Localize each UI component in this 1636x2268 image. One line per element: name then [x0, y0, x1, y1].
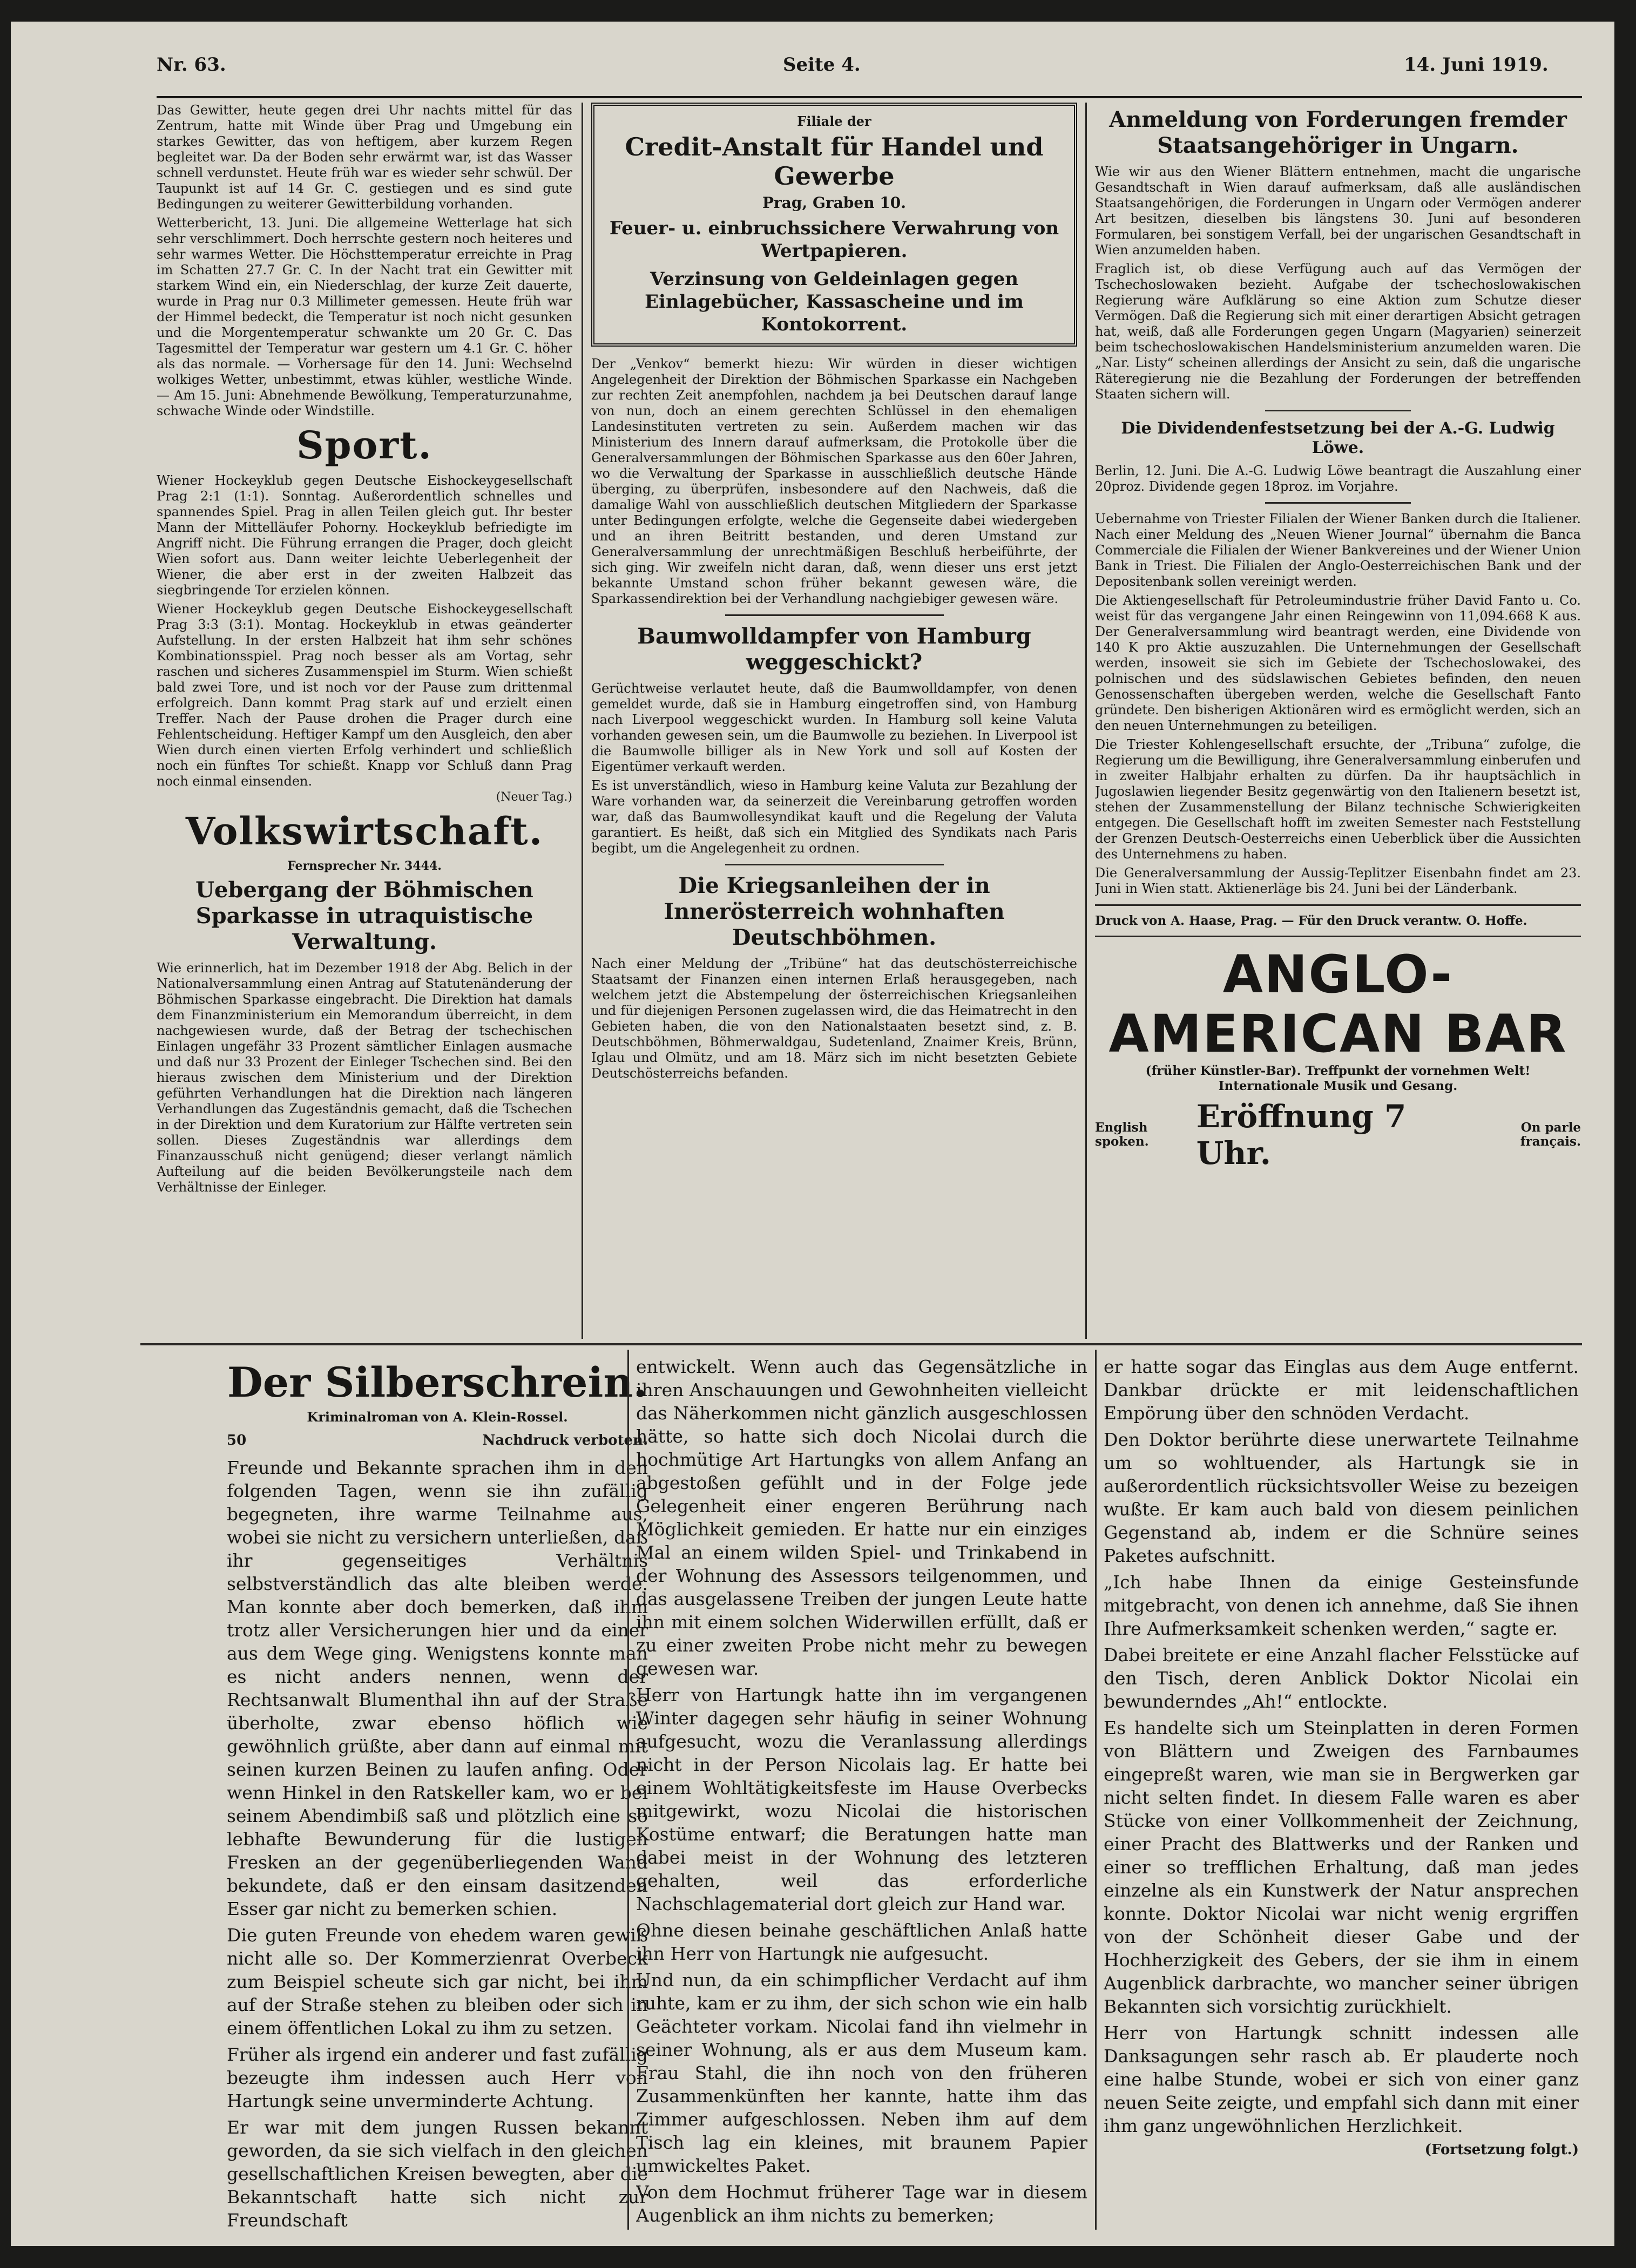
claims-text-2: Fraglich ist, ob diese Verfügung auch auf das Vermögen der Tschechoslowaken bezieht. Aufgabe der tschechoslowakischen Regierung wäre Aufklärung so eine Aktion zum Schutze dieser Vermögen. Daß die Regierung sich mit einer derartigen Absicht getragen hat, weiß, daß alle Forderungen gegen Ungarn (Magyarien) seinerzeit beim tschechoslowakischen Handelsministerium anzumelden waren. Die „Nar. Listy“ scheinen allerdings der Ansicht zu sein, daß die ungarische Räteregierung nie die Bezahlung der Forderungen der betreffenden Staaten sichern will.	[1095, 261, 1581, 402]
novel-byline: Kriminalroman von A. Klein-Rossel.	[307, 1409, 568, 1425]
novel-text: Und nun, da ein schimpflicher Verdacht auf ihm ruhte, kam er zu ihm, der sich schon wie ein halb Geächteter vorkam. Nicolai fand ihn vielmehr in seiner Wohnung, als er aus dem Museum kam. Frau Stahl, die ihn noch von den früheren Zusammenkünften her kannte, hatte ihm das Zimmer aufgeschlossen. Neben ihm auf dem Tisch lag ein kleines, mit braunem Papier umwickeltes Paket.	[636, 1969, 1087, 2176]
novel-column-1	[227, 1355, 648, 2230]
war-loans-headline: Die Kriegsanleihen der in Innerösterreich wohnhaften Deutschböhmen.	[664, 873, 1005, 950]
dividend-text: Berlin, 12. Juni. Die A.-G. Ludwig Löwe beantragt die Auszahlung einer 20proz. Dividende gegen 18proz. im Vorjahre.	[1095, 463, 1581, 494]
trieste-text-4: Die Generalversammlung der Aussig-Teplitzer Eisenbahn findet am 23. Juni in Wien statt. Aktienerläge bis 24. Juni bei der Länderbank.	[1095, 865, 1581, 896]
novel-text: Den Doktor berührte diese unerwartete Teilnahme um so wohltuender, als Hartungk sie in außerordentlich rücksichtsvoller Weise zu bezeigen wußte. Er kam auch bald von diesem peinlichen Gegenstand ab, indem er die Schnüre seines Paketes aufschnitt.	[1104, 1429, 1579, 1566]
cotton-headline: Baumwolldampfer von Hamburg weggeschickt?	[637, 624, 1031, 675]
novel-text: Herr von Hartungk schnitt indessen alle Danksagungen sehr rasch ab. Er plauderte noch eine halbe Stunde, wobei er sich von einer ganz neuen Seite zeigte, und empfahl sich dann mit einer ihm ganz ungewöhnlichen Herzlichkeit.	[1104, 2022, 1579, 2136]
cotton-text-1: Gerüchtweise verlautet heute, daß die Baumwolldampfer, von denen gemeldet wurde, daß sie in Hamburg eingetroffen sind, von Hamburg nach Liverpool weggeschickt wurden. In Hamburg soll keine Valuta vorhanden gewesen sein, um die Baumwolle zu beziehen. In Liverpool ist die Baumwolle billiger als in New York und soll auf Kosten der Eigentümer verkauft werden.	[591, 681, 1077, 774]
bar-ad-title: ANGLO-AMERICAN BAR	[1108, 944, 1567, 1064]
issue-number: Nr. 63.	[157, 54, 226, 76]
dividend-headline: Die Dividendenfestsetzung bei der A.-G. Ludwig Löwe.	[1121, 419, 1555, 457]
weather-text-2: Wetterbericht, 13. Juni. Die allgemeine Wetterlage hat sich sehr verschlimmert. Doch herrschte gestern noch heiteres und sehr warmes Wetter. Die Höchsttemperatur erreichte in Prag im Schatten 27.7 Gr. C. In der Nacht trat ein Gewitter mit starkem Wind ein, ein Niederschlag, der kurze Zeit dauerte, wurde in Prag nur 0.3 Millimeter gemessen. Heute früh war der Himmel bedeckt, die Temperatur ist noch nicht gesunken und die Morgentemperatur schwankte um 20 Gr. C. Das Tagesmittel der Temperatur war gestern um 4.1 Gr. C. höher als das normale. — Vorhersage für den 14. Juni: Wechselnd wolkiges Wetter, unbestimmt, etwas kühler, westliche Winde. — Am 15. Juni: Abnehmende Bewölkung, Temperaturzunahme, schwache Winde oder Windstille.	[157, 215, 572, 418]
novel-text: Die guten Freunde von ehedem waren gewiß nicht alle so. Der Kommerzienrat Overbeck zum Beispiel scheute sich gar nicht, bei ihm auf der Straße stehen zu bleiben oder sich in einem öffentlichen Lokal zu ihm zu setzen.	[227, 1925, 648, 2039]
war-loans-text: Nach einer Meldung der „Tribüne“ hat das deutschösterreichische Staatsamt der Finanzen einen internen Erlaß herausgegeben, nach welchem jetzt die Abstempelung der österreichischen Kriegsanleihen und für diejenigen Personen zugelassen wird, die das Heimatrecht in den Gebieten haben, die von den Nationalstaaten besetzt sind, z. B. Deutschböhmen, Böhmerwaldgau, Sudetenland, Znaimer Kreis, Brünn, Iglau und Olmütz, und am 18. März sich im nicht besetzten Gebiete Deutschösterreichs befanden.	[591, 956, 1077, 1081]
novel-text: Herr von Hartungk hatte ihn im vergangenen Winter dagegen sehr häufig in seiner Wohnung aufgesucht, wozu die Veranlassung allerdings nicht in der Person Nicolais lag. Er hatte bei einem Wohltätigkeitsfeste im Hause Overbecks mitgewirkt, wozu Nicolai die historischen Kostüme entwarf; die Beratungen hatte man dabei meist in der Wohnung des letzteren gehalten, weil das erforderliche Nachschlagematerial dort gleich zur Hand war.	[636, 1684, 1087, 1914]
bar-ad-row	[1095, 1098, 1581, 1172]
claims-headline: Anmeldung von Forderungen fremder Staatsangehöriger in Ungarn.	[1109, 107, 1567, 158]
novel-column-3	[1104, 1355, 1579, 2230]
bar-ad-opening: Eröffnung 7 Uhr.	[1196, 1098, 1407, 1172]
novel-meta-row	[227, 1432, 648, 1448]
column-top-left	[157, 103, 572, 1339]
bar-ad-english: English spoken.	[1095, 1120, 1149, 1149]
novel-text: „Ich habe Ihnen da einige Gesteinsfunde mitgebracht, von denen ich annehme, daß Sie ihnen Ihre Aufmerksamkeit schenken werden,“ sagte er.	[1104, 1572, 1579, 1639]
novel-divider-1	[627, 1350, 629, 2230]
novel-text: Freunde und Bekannte sprachen ihm in den folgenden Tagen, wenn sie ihn zufällig begegneten, ihre warme Teilnahme aus, wobei sie nicht zu versichern unterließen, daß ihr gegenseitiges Verhältnis selbstverständlich das alte bleiben werde. Man konnte aber doch bemerken, daß ihm trotz aller Versicherungen hier und da einer aus dem Wege ging. Wenigstens konnte man es nicht anders nennen, wenn der Rechtsanwalt Blumenthal ihn auf der Straße überholte, zwar ebenso höflich wie gewöhnlich grüßte, aber dann auf einmal mit seinen kurzen Beinen zu laufen anfing. Oder wenn Hinkel in den Ratskeller kam, wo er bei seinem Abendimbiß saß und plötzlich eine so lebhafte Bewunderung für die lustigen Fresken an der gegenüberliegenden Wand bekundete, daß er den einsam dasitzenden Esser gar nicht zu bemerken schien.	[227, 1457, 648, 1919]
novel-text: Früher als irgend ein anderer und fast zufällig bezeugte ihm indessen auch Herr von Hartungk seine unverminderte Achtung.	[227, 2044, 648, 2111]
header-rule	[157, 96, 1582, 98]
novel-text: Dabei breitete er eine Anzahl flacher Felsstücke auf den Tisch, deren Anblick Doktor Nicolai ein bewunderndes „Ah!“ entlockte.	[1104, 1644, 1579, 1712]
bank-ad-title: Credit-Anstalt für Handel und Gewerbe	[625, 132, 1044, 191]
novel-text: Es handelte sich um Steinplatten in deren Formen von Blättern und Zweigen des Farnbaumes eingepreßt waren, wie man sie in Bergwerken gar nicht selten findet. In diesem Falle waren es aber Stücke von einer Vollkommenheit der Zeichnung, einer Pracht des Blattwerks und der Ranken und einer so trefflichen Erhaltung, daß man jedes einzelne als ein Kunstwerk der Natur ansprechen konnte. Doktor Nicolai war nicht wenig ergriffen von der Schönheit dieser Gabe und der Hochherzigkeit des Gebers, der sie ihm in einem Augenblick darbrachte, wo mancher seiner übrigen Bekannten sich vorsichtig zurückhielt.	[1104, 1717, 1579, 2017]
sport-heading: Sport.	[296, 423, 432, 468]
novel-text: Ohne diesen beinahe geschäftlichen Anlaß hatte ihn Herr von Hartungk nie aufgesucht.	[636, 1920, 1087, 1964]
novel-text: Von dem Hochmut früherer Tage war in diesem Augenblick an ihm nichts zu bemerken;	[636, 2182, 1087, 2226]
sport-source: (Neuer Tag.)	[496, 790, 572, 804]
sport-text-2: Wiener Hockeyklub gegen Deutsche Eishockeygesellschaft Prag 3:3 (3:1). Montag. Hockeyklub in etwas geänderter Aufstellung. In der ersten Halbzeit hat ihm sehr schönes Kombinationsspiel. Prag noch besser als am Vortag, sehr raschen und sicheres Zusammenspiel im Sturm. Wien schießt bald zwei Tore, und ist noch vor der Pause zum drittenmal erfolgreich. Dann kommt Prag stark auf und erzielt einen Treffer. Nach der Pause drohen die Prager durch eine Fehlentscheidung. Heftiger Kampf um den Ausgleich, den aber Wien durch einen vierten Erfolg verhindert und schließlich noch ein fünftes Tor schießt. Knapp vor Schluß dann Prag noch einmal einsenden.	[157, 601, 572, 789]
bank-ad-address: Prag, Graben 10.	[762, 194, 907, 212]
sparkasse-text: Wie erinnerlich, hat im Dezember 1918 der Abg. Belich in der Nationalversammlung einen Antrag auf Statutenänderung der Böhmischen Sparkasse eingebracht. Die Direktion hat damals dem Finanzministerium ein Memorandum überreicht, in dem nachgewiesen wurde, daß der Betrag der tschechischen Einlagen ungefähr 33 Prozent sämtlicher Einlagen ausmache und daß nur 33 Prozent der Einleger Tschechen sind. Bei den hieraus zwischen dem Ministerium und der Direktion geführten Verhandlungen hat die Direktion nach längeren Verhandlungen das Zugeständnis gemacht, daß die Tschechen in der Direktion und dem Kuratorium zur Hälfte vertreten sein sollen. Dieses Zugeständnis war allerdings dem Finanzausschuß nicht genügend; dieser verlangt nämlich Aufteilung auf die beiden Bevölkerungsteile nach dem Verhältnisse der Einleger.	[157, 960, 572, 1195]
bar-ad-french: On parle français.	[1520, 1120, 1581, 1149]
venkov-comment: Der „Venkov“ bemerkt hiezu: Wir würden in dieser wichtigen Angelegenheit der Direktion der Böhmischen Sparkasse ein Nachgeben zur rechten Zeit anempfohlen, nachdem ja bei Deutschen darauf lange von nun, doch an einem gerechten Schlüssel in den ehemaligen Landesinstituten vertreten zu sein. Außerdem machen wir das Ministerium des Innern darauf aufmerksam, die Protokolle über die Generalversammlungen der Böhmischen Sparkasse aus den 60er Jahren, wo die Verwaltung der Sparkasse in ausschließlich deutsche Hände überging, zu überprüfen, insbesondere auf den Nachweis, daß die damalige Wahl von ausschließlich deutschen Mitgliedern der Sparkasse unter Bedingungen erfolgte, welche die Gegenseite dabei wiedergeben und an ihren Beitritt bestanden, und deren Umstand zur Generalversammlung der unrechtmäßigen Beschluß herbeiführte, der sich ging. Wir zweifeln nicht daran, daß, wenn dieser uns erst jetzt bekannte Umstand schon früher bekannt gewesen wäre, die Sparkassendirektion bei der Verhandlung nachgiebiger gewesen wäre.	[591, 356, 1077, 606]
trieste-text-3: Die Triester Kohlengesellschaft ersuchte, der „Tribuna“ zufolge, die Regierung um die Bewilligung, ihre Generalversammlung einberufen und in zweiter Halbjahr erhalten zu dürfen. Da ihr hauptsächlich in Jugoslawien liegender Besitz gegenwärtig von den Italienern besetzt ist, stehen der Zusammenstellung der Bilanz technische Schwierigkeiten entgegen. Die Gesellschaft hofft im zweiten Semester nach Feststellung der Grenzen Deutsch-Oesterreichs einen Ueberblick über die Aussichten des Unternehmens zu haben.	[1095, 737, 1581, 862]
trieste-text-2: Die Aktiengesellschaft für Petroleumindustrie früher David Fanto u. Co. weist für das vergangene Jahr einen Reingewinn von 11,094.668 K aus. Der Generalversammlung wird beantragt werden, eine Dividende von 140 K pro Aktie auszuzahlen. Die Unternehmungen der Gesellschaft werden, insoweit sie sich im Gebiete der Tschechoslowakei, des polnischen und des südslawischen Gebietes befinden, den neuen Genossenschaften übergeben werden, welche die Gesellschaft Fanto gründete. Den bisherigen Aktionären wird es ermöglicht werden, sich an den neuen Unternehmungen zu beteiligen.	[1095, 593, 1581, 733]
bank-ad-small: Filiale der	[797, 113, 871, 129]
sport-text-1: Wiener Hockeyklub gegen Deutsche Eishockeygesellschaft Prag 2:1 (1:1). Sonntag. Außerordentlich schnelles und spannendes Spiel. Prag in allen Teilen gleich gut. Ihr bester Mann der Mittelläufer Pohorny. Hockeyklub befriedigte im Angriff nicht. Die Führung errangen die Prager, doch gleicht Wien sofort aus. Dann weiter leichte Ueberlegenheit der Wiener, die aber erst in der zweiten Halbzeit das siegbringende Tor erzielen können.	[157, 473, 572, 598]
section-divider	[1265, 502, 1411, 504]
issue-date: 14. Juni 1919.	[1404, 54, 1549, 76]
economy-heading: Volkswirtschaft.	[185, 809, 544, 854]
novel-column-2	[636, 1355, 1087, 2230]
cotton-text-2: Es ist unverständlich, wieso in Hamburg keine Valuta zur Bezahlung der Ware vorhanden war, da seinerzeit die Vereinbarung getroffen worden war, daß das Baumwollesyndikat kauft und die Regelung der Valuta garantiert. Es heißt, daß sich ein Mitglied des Syndikats nach Paris begibt, um die Angelegenheit zu ordnen.	[591, 778, 1077, 856]
column-top-middle	[591, 103, 1077, 1339]
continued-notice: (Fortsetzung folgt.)	[1424, 2142, 1579, 2158]
newspaper-page	[11, 22, 1614, 2246]
claims-text-1: Wie wir aus den Wiener Blättern entnehmen, macht die ungarische Gesandtschaft in Wien darauf aufmerksam, daß alle ausländischen Staatsangehörigen, die Forderungen in Ungarn oder Vermögen anderer Art besitzen, dieselben bis längstens 30. Juni auf besonderen Formularen, bei sonstigem Verfall, bei der ungarischen Gesandtschaft in Wien anzumelden haben.	[1095, 164, 1581, 258]
section-divider	[1265, 410, 1411, 411]
installment-number: 50	[227, 1432, 247, 1448]
page-number: Seite 4.	[783, 54, 861, 76]
novel-text: Er war mit dem jungen Russen bekannt geworden, da sie sich vielfach in den gleichen gesellschaftlichen Kreisen bewegten, aber die Bekanntschaft hatte sich nicht zur Freundschaft	[227, 2117, 648, 2230]
novel-text: entwickelt. Wenn auch das Gegensätzliche in ihren Anschauungen und Gewohnheiten vielleicht das Näherkommen nicht gänzlich ausgeschlossen hätte, so hatte sich doch Nicolai durch die hochmütige Art Hartungks von allem Anfang an abgestoßen gefühlt und in der Folge jede Gelegenheit einer engeren Berührung nach Möglichkeit gemieden. Er hatte nur ein einziges Mal an einem wilden Spiel- und Trinkabend in der Wohnung des Assessors teilgenommen, und das ausgelassene Treiben der jungen Leute hatte ihn mit einem solchen Widerwillen erfüllt, daß er zu einer zweiten Probe nicht mehr zu bewegen gewesen war.	[636, 1356, 1087, 1679]
novel-divider-2	[1095, 1350, 1097, 2230]
column-divider-2	[1085, 103, 1087, 1339]
column-divider-1	[582, 103, 583, 1339]
imprint-rule	[1095, 936, 1581, 937]
column-top-right	[1095, 103, 1581, 1339]
section-divider	[725, 864, 944, 865]
trieste-text-1: Uebernahme von Triester Filialen der Wiener Banken durch die Italiener. Nach einer Meldung des „Neuen Wiener Journal“ übernahm die Banca Commerciale die Filialen der Wiener Bankvereines und der Wiener Union Bank in Triest. Die Filialen der Anglo-Oesterreichischen Bank und der Depositenbank sollen vereinigt werden.	[1095, 511, 1581, 589]
bar-advertisement	[1095, 945, 1581, 1172]
section-divider	[725, 614, 944, 616]
imprint-rule	[1095, 904, 1581, 906]
bank-ad-line-1: Feuer- u. einbruchssichere Verwahrung von Wertpapieren.	[609, 218, 1059, 262]
bank-ad-line-2: Verzinsung von Geldeinlagen gegen Einlagebücher, Kassascheine und im Kontokorrent.	[645, 268, 1024, 335]
novel-title: Der Silberschrein.	[227, 1358, 648, 1406]
bank-advertisement	[591, 103, 1077, 347]
reprint-notice: Nachdruck verboten.	[482, 1432, 648, 1448]
bar-ad-subtitle: (früher Künstler-Bar). Treffpunkt der vornehmen Welt! Internationale Musik und Gesang.	[1145, 1064, 1531, 1093]
sparkasse-headline: Uebergang der Böhmischen Sparkasse in utraquistische Verwaltung.	[195, 877, 533, 954]
printer-imprint: Druck von A. Haase, Prag. — Für den Druck verantw. O. Hoffe.	[1095, 913, 1527, 928]
novel-text: er hatte sogar das Einglas aus dem Auge entfernt. Dankbar drückte er mit leidenschaftlichen Empörung über den schnöden Verdacht.	[1104, 1356, 1579, 1424]
weather-text-1: Das Gewitter, heute gegen drei Uhr nachts mittel für das Zentrum, hatte mit Winde über Prag und Umgebung ein starkes Gewitter, das von heftigem, aber kurzem Regen begleitet war. Da der Boden sehr erwärmt war, ist das Wasser schnell verdunstet. Heute früh war es wieder sehr schwül. Der Taupunkt ist auf 14 Gr. C. gestiegen und es sind gute Bedingungen zu weiterer Gewitterbildung vorhanden.	[157, 103, 572, 212]
feuilleton-rule	[140, 1343, 1582, 1345]
economy-phone: Fernsprecher Nr. 3444.	[287, 859, 442, 873]
